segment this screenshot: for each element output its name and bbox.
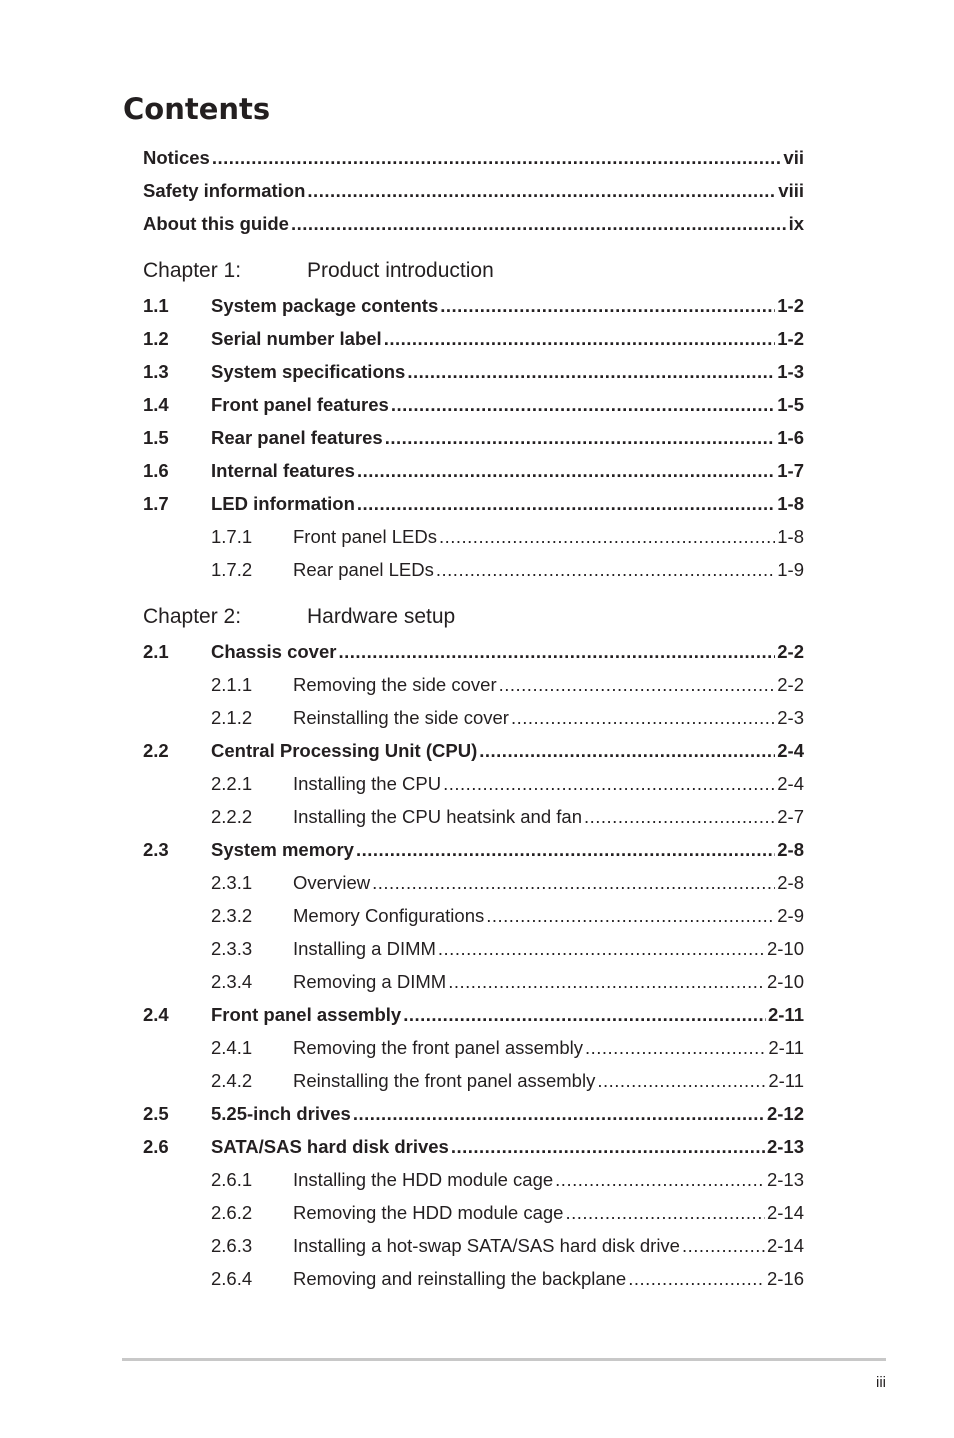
dot-leader [212, 145, 782, 171]
dot-leader [499, 672, 776, 698]
toc-entry-title: Front panel LEDs [293, 526, 437, 547]
toc-entry-page: 2-4 [777, 740, 804, 761]
toc-subsection-entry[interactable] [211, 557, 804, 583]
toc-entry-page: 2-10 [766, 971, 804, 992]
toc-subsection-entry[interactable] [211, 1233, 804, 1259]
toc-entry-title: Installing the HDD module cage [293, 1169, 554, 1190]
toc-entry-number: 2.6.2 [211, 1202, 253, 1223]
toc-entry-number: 2.3.2 [211, 905, 253, 926]
dot-leader [357, 491, 775, 517]
toc-entry-number: 2.1.2 [211, 707, 253, 728]
toc-subsection-entry[interactable] [211, 903, 804, 929]
toc-entry-page: 1-2 [777, 328, 804, 349]
toc-entry-number: 1.2 [143, 328, 169, 349]
toc-entry-number: 1.3 [143, 361, 169, 382]
dot-leader [391, 392, 775, 418]
dot-leader [439, 524, 775, 550]
toc-entry-page: viii [778, 180, 804, 201]
dot-leader [438, 936, 765, 962]
dot-leader [357, 458, 775, 484]
dot-leader [682, 1233, 765, 1259]
dot-leader [403, 1002, 766, 1028]
toc-entry-page: 2-11 [768, 1070, 804, 1091]
toc-entry-title: System memory [211, 839, 354, 860]
toc-section-entry[interactable] [143, 392, 804, 418]
toc-entry-title: Installing the CPU [293, 773, 442, 794]
toc-section-entry[interactable] [143, 145, 804, 171]
toc-subsection-entry[interactable] [211, 969, 804, 995]
footer-rule [122, 1358, 886, 1361]
toc-entry-title: Installing a hot-swap SATA/SAS hard disk drive [293, 1235, 680, 1256]
toc-section-entry[interactable] [143, 293, 804, 319]
toc-section-entry[interactable] [143, 738, 804, 764]
dot-leader [584, 804, 775, 830]
toc-subsection-entry[interactable] [211, 672, 804, 698]
dot-leader [407, 359, 775, 385]
toc-entry-page: 2-13 [766, 1169, 804, 1190]
toc-entry-page: 2-13 [766, 1136, 804, 1157]
chapter-number: Chapter 2: [143, 605, 242, 628]
dot-leader [356, 837, 775, 863]
toc-entry-number: 2.5 [143, 1103, 169, 1124]
toc-entry-title: Installing a DIMM [293, 938, 436, 959]
toc-section-entry[interactable] [143, 458, 804, 484]
dot-leader [585, 1035, 766, 1061]
dot-leader [451, 1134, 765, 1160]
toc-entry-title: LED information [211, 493, 355, 514]
toc-entry-number: 2.2.1 [211, 773, 253, 794]
toc-entry-number: 2.4 [143, 1004, 169, 1025]
dot-leader [511, 705, 775, 731]
toc-entry-title: System package contents [211, 295, 439, 316]
toc-entry-title: Overview [293, 872, 371, 893]
toc-section-entry[interactable] [143, 1002, 804, 1028]
toc-section-entry[interactable] [143, 359, 804, 385]
toc-section-entry[interactable] [143, 491, 804, 517]
toc-entry-page: 1-7 [777, 460, 804, 481]
dot-leader [443, 771, 775, 797]
toc-subsection-entry[interactable] [211, 1068, 804, 1094]
toc-section-entry[interactable] [143, 326, 804, 352]
toc-entry-page: 2-4 [777, 773, 804, 794]
toc-entry-title: Installing the CPU heatsink and fan [293, 806, 582, 827]
toc-entry-title: Front panel assembly [211, 1004, 402, 1025]
dot-leader [486, 903, 775, 929]
toc-subsection-entry[interactable] [211, 705, 804, 731]
toc-entry-number: 1.4 [143, 394, 169, 415]
toc-entry-number: 2.3 [143, 839, 169, 860]
toc-entry-number: 2.6.3 [211, 1235, 253, 1256]
chapter-heading[interactable] [143, 602, 804, 632]
toc-entry-title: Reinstalling the side cover [293, 707, 509, 728]
toc-entry-number: 1.5 [143, 427, 169, 448]
toc-section-entry[interactable] [143, 1101, 804, 1127]
toc-entry-title: System specifications [211, 361, 406, 382]
toc-entry-page: 2-3 [777, 707, 804, 728]
dot-leader [628, 1266, 765, 1292]
dot-leader [440, 293, 775, 319]
toc-entry-number: 1.1 [143, 295, 169, 316]
toc-subsection-entry[interactable] [211, 936, 804, 962]
toc-entry-page: 1-8 [777, 493, 804, 514]
toc-entry-title: Front panel features [211, 394, 389, 415]
toc-entry-title: Rear panel features [211, 427, 383, 448]
toc-entry-number: 2.3.3 [211, 938, 253, 959]
chapter-title: Product introduction [307, 259, 494, 282]
toc-entry-page: 1-8 [777, 526, 804, 547]
toc-entry-page: 2-2 [777, 674, 804, 695]
toc-entry-title: Removing the side cover [293, 674, 497, 695]
toc-entry-number: 2.1.1 [211, 674, 253, 695]
toc-entry-title: Removing the front panel assembly [293, 1037, 583, 1058]
chapter-title: Hardware setup [307, 605, 456, 628]
toc-entry-title: Memory Configurations [293, 905, 485, 926]
toc-section-entry[interactable] [143, 178, 804, 204]
dot-leader [353, 1101, 765, 1127]
toc-entry-page: 2-11 [767, 1004, 804, 1025]
toc-entry-title: Serial number label [211, 328, 382, 349]
toc-entry-title: About this guide [143, 213, 289, 234]
toc-entry-page: 2-2 [777, 641, 804, 662]
toc-section-entry[interactable] [143, 837, 804, 863]
toc-entry-number: 2.1 [143, 641, 169, 662]
dot-leader [436, 557, 775, 583]
toc-entry-page: vii [783, 147, 804, 168]
dot-leader [565, 1200, 765, 1226]
chapter-number: Chapter 1: [143, 259, 242, 282]
toc-entry-number: 2.3.4 [211, 971, 253, 992]
page-number: iii [876, 1374, 886, 1391]
toc-entry-title: Removing the HDD module cage [293, 1202, 564, 1223]
toc-entry-page: 1-5 [777, 394, 804, 415]
toc-entry-page: 2-8 [777, 839, 804, 860]
toc-entry-title: Notices [143, 147, 210, 168]
dot-leader [448, 969, 765, 995]
toc-entry-title: SATA/SAS hard disk drives [211, 1136, 449, 1157]
toc-subsection-entry[interactable] [211, 1200, 804, 1226]
dot-leader [479, 738, 775, 764]
toc-entry-page: 2-9 [777, 905, 804, 926]
dot-leader [291, 211, 787, 237]
toc-subsection-entry[interactable] [211, 1266, 804, 1292]
toc-entry-number: 2.4.2 [211, 1070, 253, 1091]
toc-entry-number: 1.6 [143, 460, 169, 481]
toc-subsection-entry[interactable] [211, 1035, 804, 1061]
chapter-heading[interactable] [143, 256, 804, 286]
toc-subsection-entry[interactable] [211, 771, 804, 797]
toc-entry-page: 1-3 [777, 361, 804, 382]
toc-entry-number: 1.7.1 [211, 526, 253, 547]
page-title: Contents [123, 92, 271, 126]
dot-leader [372, 870, 775, 896]
toc-entry-page: 2-10 [766, 938, 804, 959]
dot-leader [338, 639, 775, 665]
toc-entry-number: 2.6 [143, 1136, 169, 1157]
toc-entry-number: 2.3.1 [211, 872, 253, 893]
toc-entry-page: ix [788, 213, 804, 234]
toc-entry-title: Rear panel LEDs [293, 559, 434, 580]
toc-entry-page: 2-14 [766, 1202, 804, 1223]
toc-entry-number: 1.7.2 [211, 559, 253, 580]
dot-leader [384, 326, 776, 352]
toc-subsection-entry[interactable] [211, 1167, 804, 1193]
dot-leader [597, 1068, 766, 1094]
toc-subsection-entry[interactable] [211, 804, 804, 830]
toc-entry-page: 1-2 [777, 295, 804, 316]
dot-leader [385, 425, 776, 451]
toc-entry-title: Removing and reinstalling the backplane [293, 1268, 627, 1289]
toc-entry-title: Internal features [211, 460, 355, 481]
toc-entry-number: 2.2.2 [211, 806, 253, 827]
toc-entry-page: 2-7 [777, 806, 804, 827]
toc-entry-page: 1-6 [777, 427, 804, 448]
toc-entry-title: Reinstalling the front panel assembly [293, 1070, 596, 1091]
toc-entry-number: 2.2 [143, 740, 169, 761]
toc-entry-page: 1-9 [777, 559, 804, 580]
toc-subsection-entry[interactable] [211, 870, 804, 896]
toc-entry-number: 2.6.1 [211, 1169, 253, 1190]
toc-section-entry[interactable] [143, 425, 804, 451]
toc-entry-number: 2.6.4 [211, 1268, 253, 1289]
toc-entry-title: Central Processing Unit (CPU) [211, 740, 478, 761]
toc-entry-page: 2-8 [777, 872, 804, 893]
dot-leader [555, 1167, 765, 1193]
toc-section-entry[interactable] [143, 211, 804, 237]
toc-entry-number: 2.4.1 [211, 1037, 253, 1058]
toc-entry-title: Safety information [143, 180, 306, 201]
toc-entry-page: 2-16 [766, 1268, 804, 1289]
toc-entry-page: 2-11 [768, 1037, 804, 1058]
toc-entry-page: 2-12 [766, 1103, 804, 1124]
toc-entry-title: 5.25-inch drives [211, 1103, 351, 1124]
toc-entry-title: Removing a DIMM [293, 971, 447, 992]
toc-entry-number: 1.7 [143, 493, 169, 514]
toc-entry-page: 2-14 [766, 1235, 804, 1256]
dot-leader [307, 178, 776, 204]
toc-section-entry[interactable] [143, 1134, 804, 1160]
toc-entry-title: Chassis cover [211, 641, 337, 662]
toc-section-entry[interactable] [143, 639, 804, 665]
toc-subsection-entry[interactable] [211, 524, 804, 550]
